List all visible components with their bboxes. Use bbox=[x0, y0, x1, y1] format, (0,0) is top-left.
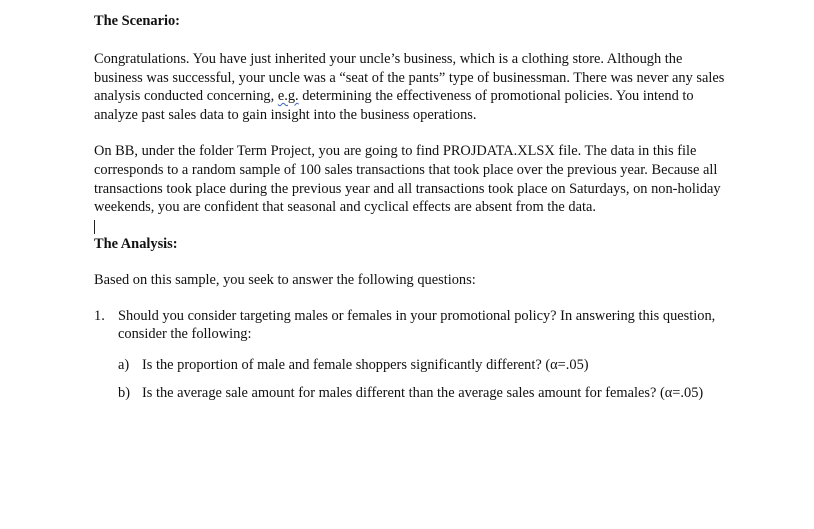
analysis-heading: The Analysis: bbox=[94, 235, 178, 252]
scenario-paragraph-1 bbox=[94, 50, 734, 124]
spellcheck-flagged-word: e.g. bbox=[277, 88, 299, 105]
sub-question-item bbox=[94, 356, 734, 374]
sub-question-letter: b) bbox=[118, 384, 130, 401]
question-item bbox=[94, 307, 734, 344]
question-list bbox=[94, 307, 734, 403]
scenario-paragraph-1-text: Congratulations. You have just inherited your uncle’s business, which is a clothing store. Although the business was successful, your uncle was a “seat of the pants” type of businessman. There was never any sales analysis conducted concerning, bbox=[94, 51, 725, 105]
scenario-paragraph-2: On BB, under the folder Term Project, you are going to find PROJDATA.XLSX file. The data in this file corresponds to a random sample of 100 sales transactions that took place over the previous year. Because all transactions took place during the previous year and all transactions took place on Saturdays, on non-holiday weekends, you are confident that seasonal and cyclical effects are absent from the data. bbox=[94, 143, 721, 216]
analysis-intro: Based on this sample, you seek to answer the following questions: bbox=[94, 271, 476, 288]
question-number: 1. bbox=[94, 307, 105, 324]
sub-question-item bbox=[94, 384, 734, 402]
sub-question-text: Is the average sale amount for males different than the average sales amount for females? (α=.05) bbox=[142, 384, 704, 401]
sub-question-letter: a) bbox=[118, 356, 130, 373]
sub-question-text: Is the proportion of male and female shoppers significantly different? (α=.05) bbox=[142, 356, 589, 373]
scenario-heading: The Scenario: bbox=[94, 13, 180, 29]
question-text: Should you consider targeting males or females in your promotional policy? In answering this question, consider the following: bbox=[118, 307, 716, 343]
scenario-paragraph-1-text-end: determining the effectiveness of promotional policies. You intend to analyze past sales data to gain insight into the business operations. bbox=[94, 88, 694, 123]
document-page bbox=[94, 12, 734, 412]
sub-question-list bbox=[94, 356, 734, 403]
text-cursor bbox=[94, 220, 95, 234]
